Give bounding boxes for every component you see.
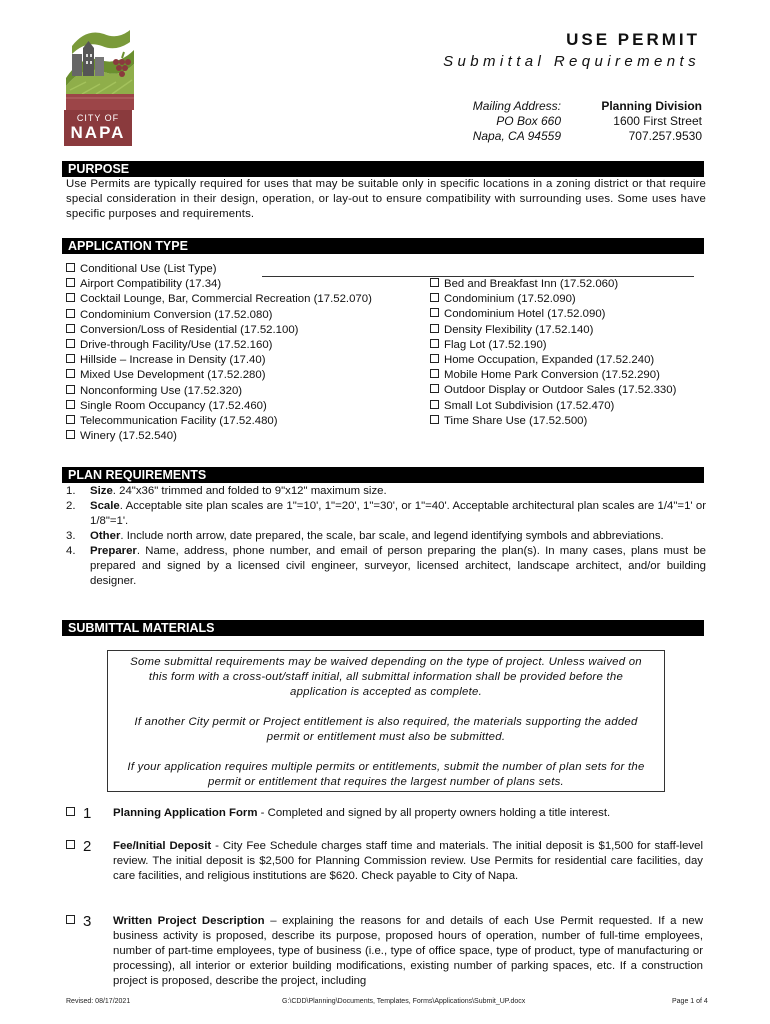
checkbox-icon[interactable]	[66, 840, 75, 849]
division-name: Planning Division	[601, 99, 702, 113]
plan-requirements-list	[66, 484, 706, 589]
checkbox-item[interactable]	[430, 399, 676, 414]
notice-paragraph: Some submittal requirements may be waived depending on the type of project. Unless waived on this form with a cross-out/staff initial, all submittal information shall be provided before the application is accepted as complete.	[130, 656, 642, 698]
checkbox-item[interactable]	[66, 353, 372, 368]
checkbox-icon[interactable]	[66, 324, 75, 333]
checkbox-label: Home Occupation, Expanded (17.52.240)	[444, 354, 655, 367]
checkbox-item[interactable]	[66, 292, 372, 307]
checkbox-label: Nonconforming Use (17.52.320)	[80, 384, 243, 397]
plan-requirement-item	[66, 529, 706, 544]
checkbox-item[interactable]	[66, 368, 372, 383]
checkbox-icon[interactable]	[66, 278, 75, 287]
checkbox-item-conditional-use[interactable]	[66, 262, 372, 277]
plan-requirement-number: 4.	[66, 545, 76, 557]
plan-requirement-label: Size	[90, 485, 113, 497]
plan-requirement-label: Scale	[90, 500, 120, 512]
mailing-address	[440, 99, 561, 144]
logo-napa: NAPA	[70, 123, 126, 142]
checkbox-label: Flag Lot (17.52.190)	[444, 338, 547, 351]
checkbox-item[interactable]	[430, 353, 676, 368]
checkbox-icon[interactable]	[66, 293, 75, 302]
submittal-label: Written Project Description	[113, 915, 265, 927]
submittal-notice-box	[107, 650, 665, 792]
checkbox-label: Outdoor Display or Outdoor Sales (17.52.330)	[444, 384, 677, 397]
submittal-number: 3	[83, 913, 92, 930]
checkbox-label: Time Share Use (17.52.500)	[444, 414, 588, 427]
checkbox-label: Drive-through Facility/Use (17.52.160)	[80, 339, 273, 352]
application-type-left-column	[66, 262, 372, 444]
plan-requirement-item	[66, 499, 706, 529]
submittal-text: – explaining the reasons for and details of each Use Permit requested. If a new business activity is proposed, describe its purpose, proposed hours of operation, number of full-time employees, number of part-time employees, type of business (i.e., type of office space, type of product, type of manufacturing or processing), all interior or exterior building modifications, existing number of parking spaces, etc. If a construction project is proposed, describe the project, including	[113, 915, 703, 987]
division-address	[580, 99, 702, 144]
checkbox-icon[interactable]	[66, 807, 75, 816]
checkbox-label: Condominium (17.52.090)	[444, 293, 576, 306]
plan-requirement-text: . Include north arrow, date prepared, the scale, bar scale, and legend identifying symbols and abbreviations.	[120, 530, 664, 542]
plan-requirement-text: . Acceptable site plan scales are 1"=10', 1"=20', 1"=30', or 1"=40'. Acceptable architectural plan scales are 1/4"=1' or 1/8"=1'.	[90, 500, 706, 527]
plan-requirement-number: 2.	[66, 500, 76, 512]
checkbox-item[interactable]	[66, 308, 372, 323]
plan-requirement-label: Other	[90, 530, 121, 542]
mailing-line2: Napa, CA 94559	[472, 129, 561, 143]
checkbox-label: Telecommunication Facility (17.52.480)	[80, 415, 278, 428]
purpose-heading: PURPOSE	[62, 161, 704, 177]
checkbox-item[interactable]	[66, 399, 372, 414]
checkbox-item[interactable]	[66, 384, 372, 399]
checkbox-item[interactable]	[430, 307, 676, 322]
checkbox-icon[interactable]	[430, 354, 439, 363]
checkbox-label: Small Lot Subdivision (17.52.470)	[444, 399, 615, 412]
checkbox-icon[interactable]	[66, 309, 75, 318]
checkbox-icon[interactable]	[66, 369, 75, 378]
checkbox-icon[interactable]	[430, 308, 439, 317]
checkbox-icon[interactable]	[66, 339, 75, 348]
plan-requirement-number: 3.	[66, 530, 76, 542]
checkbox-label: Bed and Breakfast Inn (17.52.060)	[444, 278, 619, 290]
checkbox-icon[interactable]	[430, 293, 439, 302]
checkbox-item[interactable]	[430, 323, 676, 338]
checkbox-icon[interactable]	[66, 263, 75, 272]
submittal-label: Fee/Initial Deposit	[113, 840, 212, 852]
checkbox-icon[interactable]	[430, 415, 439, 424]
checkbox-icon[interactable]	[66, 415, 75, 424]
page-title: USE PERMIT	[566, 30, 700, 49]
checkbox-label: Condominium Hotel (17.52.090)	[444, 308, 606, 321]
plan-requirement-text: . 24"x36" trimmed and folded to 9"x12" maximum size.	[112, 485, 387, 497]
page-subtitle: Submittal Requirements	[443, 53, 700, 70]
footer-revised: Revised: 08/17/2021	[66, 998, 131, 1005]
mailing-label: Mailing Address:	[472, 99, 561, 113]
checkbox-icon[interactable]	[66, 430, 75, 439]
application-type-right-column	[430, 277, 676, 429]
submittal-text: - City Fee Schedule charges staff time and materials. The initial deposit is $1,500 for staff-level review. The initial deposit is $2,500 for Planning Commission review. Use Permits for residential care facilities, day care facilities, and religious institutions are $620. Check payable to City of Napa.	[113, 840, 703, 882]
submittal-label: Planning Application Form	[113, 807, 258, 819]
checkbox-item[interactable]	[430, 368, 676, 383]
checkbox-label: Cocktail Lounge, Bar, Commercial Recreation (17.52.070)	[80, 293, 372, 306]
division-phone: 707.257.9530	[628, 129, 702, 143]
purpose-text: Use Permits are typically required for uses that may be suitable only in specific locations in a zoning district or that require special consideration in their design, operation, or lay-out to ensure compatibility with surrounding uses. Some uses have specific purposes and requirements.	[66, 178, 706, 220]
checkbox-icon[interactable]	[430, 324, 439, 333]
checkbox-label: Conditional Use (List Type)	[80, 263, 217, 275]
plan-requirements-heading: PLAN REQUIREMENTS	[62, 467, 704, 483]
plan-requirement-item	[66, 484, 706, 499]
notice-paragraph: If another City permit or Project entitlement is also required, the materials supporting the added permit or entitlement must also be submitted.	[134, 716, 638, 743]
checkbox-item[interactable]	[430, 277, 676, 292]
checkbox-label: Condominium Conversion (17.52.080)	[80, 308, 273, 321]
logo-city-of: CITY OF	[76, 113, 120, 123]
plan-requirement-number: 1.	[66, 485, 76, 497]
submittal-text: - Completed and signed by all property owners holding a title interest.	[257, 807, 611, 819]
plan-requirement-item	[66, 544, 706, 589]
checkbox-label: Airport Compatibility (17.34)	[80, 278, 222, 291]
checkbox-item[interactable]	[66, 277, 372, 292]
checkbox-item[interactable]	[430, 292, 676, 307]
application-type-heading: APPLICATION TYPE	[62, 238, 704, 254]
checkbox-label: Mobile Home Park Conversion (17.52.290)	[444, 369, 660, 382]
submittal-number: 2	[83, 838, 92, 855]
checkbox-item[interactable]	[430, 383, 676, 398]
plan-requirement-text: . Name, address, phone number, and email of person preparing the plan(s). In many cases, plans must be prepared and signed by a licensed civil engineer, surveyor, licensed architect, landscape architect, and/or building designer.	[90, 545, 706, 587]
checkbox-item[interactable]	[66, 429, 372, 444]
checkbox-label: Mixed Use Development (17.52.280)	[80, 369, 266, 382]
checkbox-item[interactable]	[430, 338, 676, 353]
checkbox-item[interactable]	[66, 414, 372, 429]
checkbox-icon[interactable]	[66, 915, 75, 924]
checkbox-label: Single Room Occupancy (17.52.460)	[80, 399, 267, 412]
checkbox-icon[interactable]	[66, 385, 75, 394]
checkbox-icon[interactable]	[66, 354, 75, 363]
notice-paragraph: If your application requires multiple permits or entitlements, submit the number of plan sets for the permit or entitlement that requires the largest number of plans sets.	[127, 761, 645, 788]
checkbox-icon[interactable]	[430, 369, 439, 378]
checkbox-icon[interactable]	[430, 400, 439, 409]
checkbox-label: Winery (17.52.540)	[80, 430, 177, 443]
checkbox-item[interactable]	[430, 414, 676, 429]
checkbox-item[interactable]	[66, 323, 372, 338]
checkbox-label: Conversion/Loss of Residential (17.52.100)	[80, 323, 299, 336]
checkbox-label: Density Flexibility (17.52.140)	[444, 323, 594, 336]
footer-page-number: Page 1 of 4	[672, 998, 708, 1005]
footer-file-path: G:\CDD\Planning\Documents, Templates, Forms\Applications\Submit_UP.docx	[282, 998, 526, 1005]
submittal-materials-heading: SUBMITTAL MATERIALS	[62, 620, 704, 636]
division-street: 1600 First Street	[613, 114, 702, 128]
submittal-number: 1	[83, 805, 92, 822]
checkbox-icon[interactable]	[66, 400, 75, 409]
napa-emblem-icon	[64, 24, 136, 114]
checkbox-icon[interactable]	[430, 278, 439, 287]
checkbox-icon[interactable]	[430, 384, 439, 393]
logo-wordmark	[64, 110, 132, 146]
checkbox-label: Hillside – Increase in Density (17.40)	[80, 354, 266, 367]
mailing-line1: PO Box 660	[496, 114, 561, 128]
plan-requirement-label: Preparer	[90, 545, 137, 557]
checkbox-icon[interactable]	[430, 339, 439, 348]
checkbox-item[interactable]	[66, 338, 372, 353]
